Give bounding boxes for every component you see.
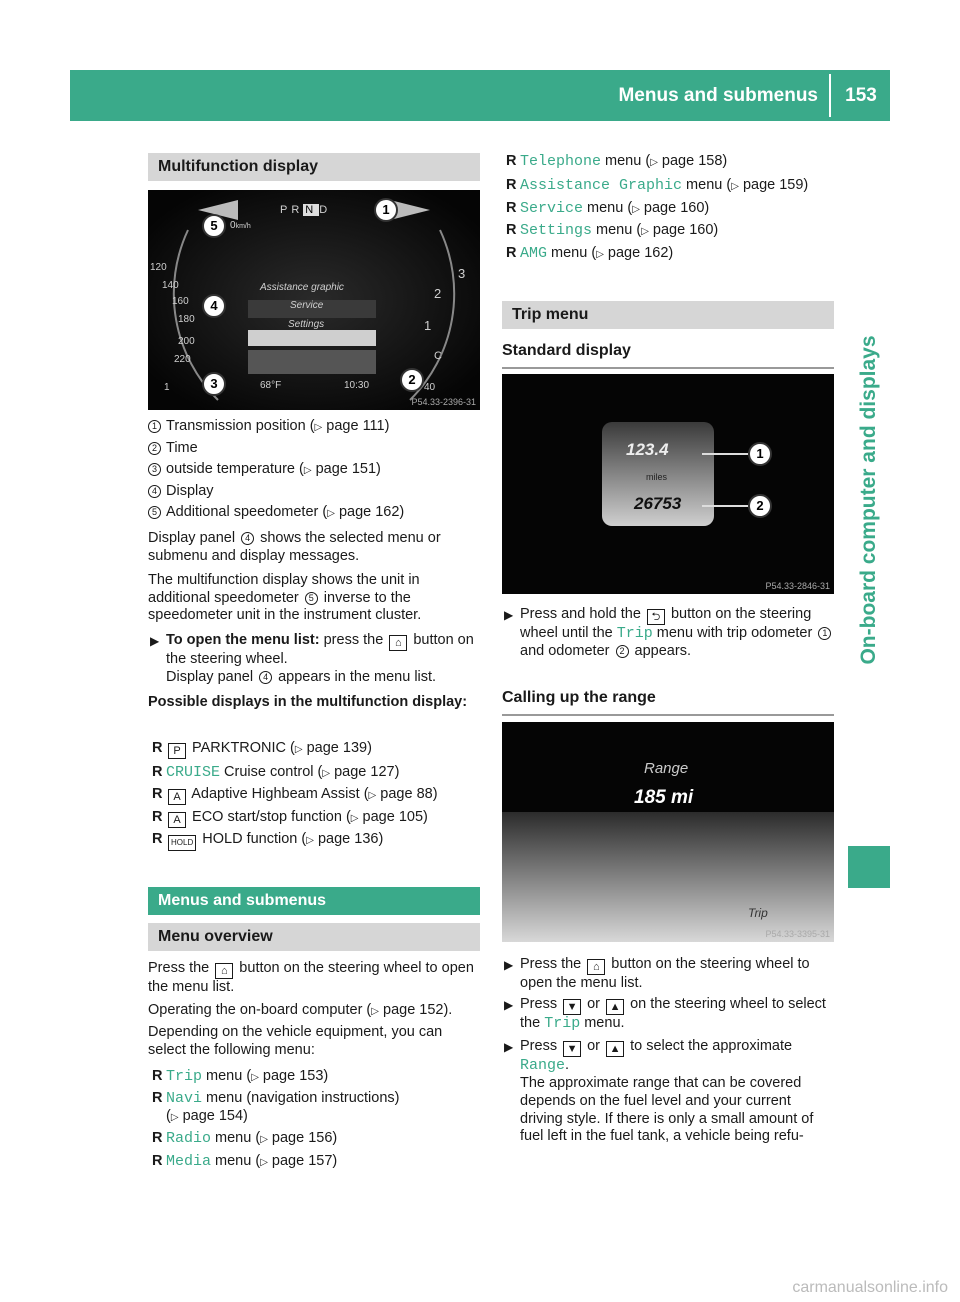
list-item: R Telephone menu (▷ page 158) [506, 153, 728, 170]
watermark: carmanualsonline.info [792, 1279, 948, 1297]
step-select-trip: ▶ Press ▼ or ▲ on the steering wheel to select the Trip menu. [504, 996, 826, 1032]
list-item: R CRUISE Cruise control (▷ page 127) [152, 764, 400, 781]
down-icon: ▼ [563, 999, 581, 1015]
list-item: R Radio menu (▷ page 156) [152, 1130, 338, 1147]
gear-d: D [319, 204, 332, 216]
step-arrow-icon: ▶ [504, 608, 514, 622]
step-press-home: ▶ Press the ⌂ button on the steering wheel to open the menu list. [504, 956, 810, 991]
link-radio[interactable]: Radio [166, 1130, 212, 1147]
trip-display-figure [502, 374, 834, 594]
range-tab-trip: Trip [748, 906, 768, 920]
section-multifunction-display: Multifunction display [148, 153, 480, 181]
callout-2: 2 [748, 494, 772, 518]
list-item: R P PARKTRONIC (▷ page 139) [152, 740, 372, 757]
section-trip-menu: Trip menu [502, 301, 834, 329]
scale-180: 180 [178, 314, 195, 325]
scale-r3: 3 [458, 266, 466, 281]
link-cruise[interactable]: CRUISE [166, 764, 221, 781]
speed-value: 0 [230, 220, 236, 231]
page-number: 153 [845, 85, 877, 106]
scale-rc: C [434, 350, 442, 362]
gear-r: R [291, 204, 304, 216]
step-open-menu: ▶ To open the menu list: press the ⌂ button on the steering wheel. Display panel 4 appears in the menu list. [150, 632, 474, 685]
gear-n: N [305, 204, 318, 216]
list-item: R Settings menu (▷ page 160) [506, 222, 719, 239]
outside-temp: 68°F [260, 380, 282, 391]
subsection-calling-range: Calling up the range [502, 688, 834, 716]
possible-displays-heading: Possible displays in the multifunction display: [148, 694, 468, 710]
link-range[interactable]: Range [520, 1057, 566, 1074]
callout-1: 1 [374, 198, 398, 222]
home-icon: ⌂ [587, 959, 605, 975]
list-item: R Assistance Graphic menu (▷ page 159) [506, 177, 809, 194]
eco-icon: A [168, 812, 186, 828]
scale-120: 120 [150, 262, 167, 273]
paragraph-operating: Operating the on-board computer (▷ page 152). [148, 1002, 453, 1018]
side-tab-label: On-board computer and displays [857, 335, 881, 665]
hold-icon: HOLD [168, 835, 196, 851]
link-telephone[interactable]: Telephone [520, 153, 602, 170]
paragraph-depending: Depending on the vehicle equipment, you can select the following menu: [148, 1024, 443, 1058]
link-trip[interactable]: Trip [616, 625, 653, 642]
trip-value: 123.4 [626, 440, 669, 459]
link-trip[interactable]: Trip [166, 1068, 203, 1085]
step-arrow-icon: ▶ [504, 1040, 514, 1054]
link-settings[interactable]: Settings [520, 222, 593, 239]
odometer-value: 26753 [634, 494, 682, 513]
callout-5: 5 [202, 214, 226, 238]
scale-r2: 2 [434, 286, 442, 301]
figure-code: P54.33-2846-31 [765, 581, 830, 592]
menu-assistance-graphic: Assistance graphic [260, 282, 344, 293]
scale-r40: 40 [424, 382, 436, 393]
legend-item: 3 outside temperature (▷ page 151) [148, 461, 480, 479]
home-icon: ⌂ [389, 635, 407, 651]
list-item: R Media menu (▷ page 157) [152, 1153, 338, 1170]
scale-220: 220 [174, 354, 191, 365]
scale-200: 200 [178, 336, 195, 347]
link-navi[interactable]: Navi [166, 1090, 203, 1107]
instrument-cluster-figure [148, 190, 480, 410]
menu-service: Service [290, 300, 324, 311]
side-tab [848, 190, 890, 810]
link-amg[interactable]: AMG [520, 245, 548, 262]
menu-settings: Settings [288, 319, 325, 330]
step-arrow-icon: ▶ [504, 998, 514, 1012]
clock-time: 10:30 [344, 380, 370, 391]
scale-140: 140 [162, 280, 179, 291]
paragraph-press-home: Press the ⌂ button on the steering wheel to open the menu list. [148, 960, 474, 995]
paragraph-unit: The multifunction display shows the unit in additional speedometer 5 inverse to the speedometer unit in the instrument cluster. [148, 572, 422, 624]
scale-1: 1 [164, 382, 170, 393]
gear-p: P [280, 204, 292, 216]
parktronic-icon: P [168, 743, 186, 759]
figure-code: P54.33-3395-31 [765, 929, 830, 940]
section-menus-submenus: Menus and submenus [148, 887, 480, 915]
callout-4: 4 [202, 294, 226, 318]
link-assistance-graphic[interactable]: Assistance Graphic [520, 177, 683, 194]
speed-unit: km/h [235, 223, 251, 230]
back-icon: ⮌ [647, 609, 665, 625]
step-press-hold: ▶ Press and hold the ⮌ button on the steering wheel until the Trip menu with trip odometer 1 and odometer 2 appears. [502, 606, 834, 661]
highbeam-icon: A [168, 789, 186, 805]
range-display-figure [502, 722, 834, 942]
figure-code: P54.33-2396-31 [411, 397, 476, 408]
callout-3: 3 [202, 372, 226, 396]
legend-item: 2 Time [148, 440, 480, 458]
subsection-standard-display: Standard display [502, 341, 834, 369]
home-icon: ⌂ [215, 963, 233, 979]
link-media[interactable]: Media [166, 1153, 212, 1170]
list-item: R A ECO start/stop function (▷ page 105) [152, 809, 428, 826]
trip-unit: miles [646, 472, 668, 482]
list-item: R A Adaptive Highbeam Assist (▷ page 88) [152, 786, 438, 803]
section-menu-overview: Menu overview [148, 923, 480, 951]
range-display-svg [502, 722, 834, 942]
down-icon: ▼ [563, 1041, 581, 1057]
step-arrow-icon: ▶ [150, 634, 160, 648]
link-trip[interactable]: Trip [544, 1015, 581, 1032]
list-item: R Trip menu (▷ page 153) [152, 1068, 329, 1085]
up-icon: ▲ [606, 1041, 624, 1057]
scale-160: 160 [172, 296, 189, 307]
header-divider [829, 74, 831, 117]
page-header-title: Menus and submenus [618, 85, 818, 106]
step-select-range: ▶ Press ▼ or ▲ to select the approximate Range. The approximate range that can be covered depends on the fuel level and your current driving style. If there is only a small amount of fuel left in the fuel tank, a vehicle being refu- [504, 1038, 814, 1145]
legend-item: 1 Transmission position (▷ page 111) [148, 418, 480, 436]
range-value: 185 mi [634, 787, 694, 808]
list-item: R Navi menu (navigation instructions) (▷ page 154) [152, 1090, 400, 1125]
side-tab-marker [848, 846, 890, 888]
paragraph-display-panel: Display panel 4 shows the selected menu or submenu and display messages. [148, 530, 441, 564]
list-item: R Service menu (▷ page 160) [506, 200, 710, 217]
legend-item: 4 Display [148, 483, 480, 501]
trip-display-svg [502, 374, 834, 594]
list-item: R HOLD HOLD function (▷ page 136) [148, 831, 480, 851]
link-service[interactable]: Service [520, 200, 584, 217]
callout-1: 1 [748, 442, 772, 466]
legend-item: 5 Additional speedometer (▷ page 162) [148, 504, 480, 522]
step-arrow-icon: ▶ [504, 958, 514, 972]
range-title: Range [644, 760, 689, 777]
up-icon: ▲ [606, 999, 624, 1015]
callout-2: 2 [400, 368, 424, 392]
list-item: R AMG menu (▷ page 162) [506, 245, 674, 262]
scale-r1: 1 [424, 318, 432, 333]
